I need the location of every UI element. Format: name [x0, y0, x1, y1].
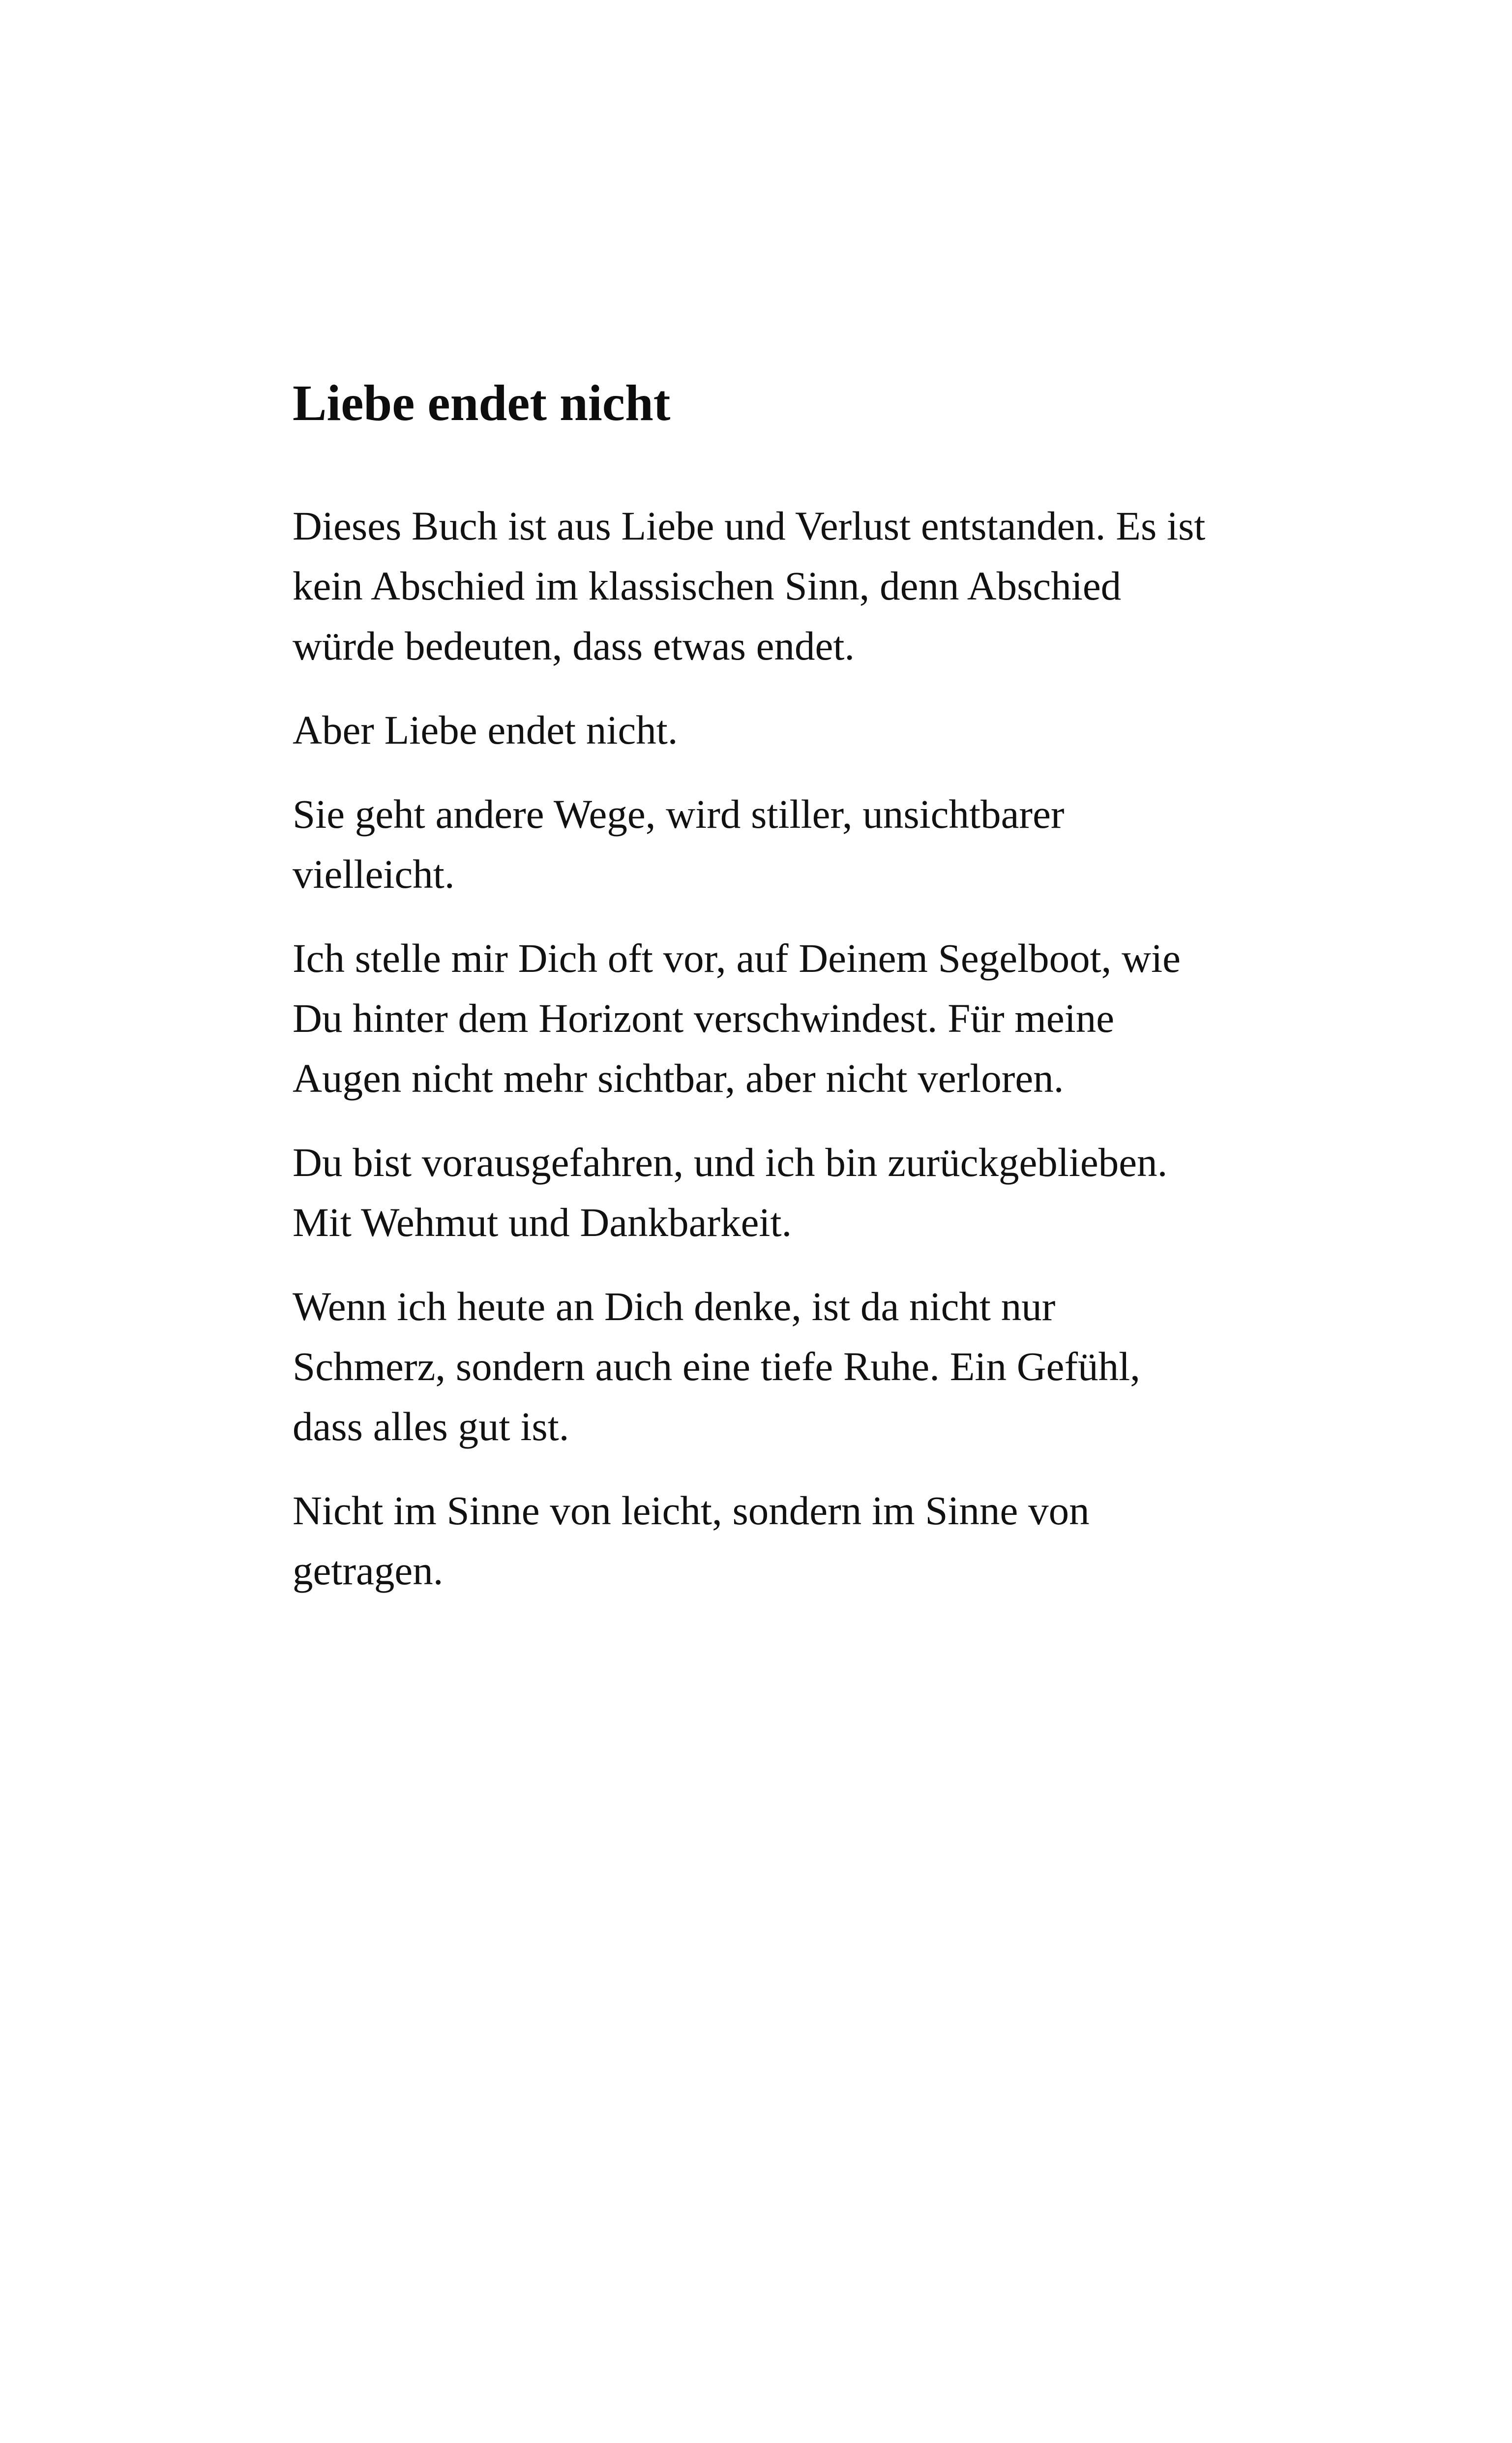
paragraph-line: Sie geht andere Wege, wird stiller, unsichtbarer — [293, 791, 1065, 837]
paragraph-line: Du hinter dem Horizont verschwindest. Für meine — [293, 995, 1115, 1041]
paragraph-4 — [293, 928, 1325, 1108]
paragraph-line: Aber Liebe endet nicht. — [293, 707, 678, 753]
paragraph-line: getragen. — [293, 1547, 444, 1593]
paragraph-3 — [293, 784, 1325, 904]
paragraph-1 — [293, 496, 1325, 676]
paragraph-line: vielleicht. — [293, 851, 455, 897]
paragraph-6 — [293, 1276, 1325, 1456]
paragraph-line: Mit Wehmut und Dankbarkeit. — [293, 1199, 792, 1245]
paragraph-line: Augen nicht mehr sichtbar, aber nicht verloren. — [293, 1055, 1064, 1101]
page-title: Liebe endet nicht — [293, 375, 671, 431]
paragraph-line: Nicht im Sinne von leicht, sondern im Sinne von — [293, 1487, 1090, 1533]
paragraph-line: kein Abschied im klassischen Sinn, denn Abschied — [293, 563, 1122, 608]
paragraph-5 — [293, 1132, 1325, 1252]
paragraph-line: dass alles gut ist. — [293, 1403, 569, 1449]
paragraph-line: Wenn ich heute an Dich denke, ist da nicht nur — [293, 1283, 1056, 1329]
page-content — [293, 374, 1325, 1625]
paragraph-line: würde bedeuten, dass etwas endet. — [293, 623, 855, 668]
paragraph-line: Du bist vorausgefahren, und ich bin zurückgeblieben. — [293, 1139, 1168, 1185]
paragraph-line: Ich stelle mir Dich oft vor, auf Deinem Segelboot, wie — [293, 935, 1181, 981]
paragraph-line: Schmerz, sondern auch eine tiefe Ruhe. Ein Gefühl, — [293, 1343, 1140, 1389]
paragraph-line: Dieses Buch ist aus Liebe und Verlust entstanden. Es ist — [293, 503, 1206, 548]
paragraph-7 — [293, 1480, 1325, 1600]
paragraph-2 — [293, 700, 1325, 760]
